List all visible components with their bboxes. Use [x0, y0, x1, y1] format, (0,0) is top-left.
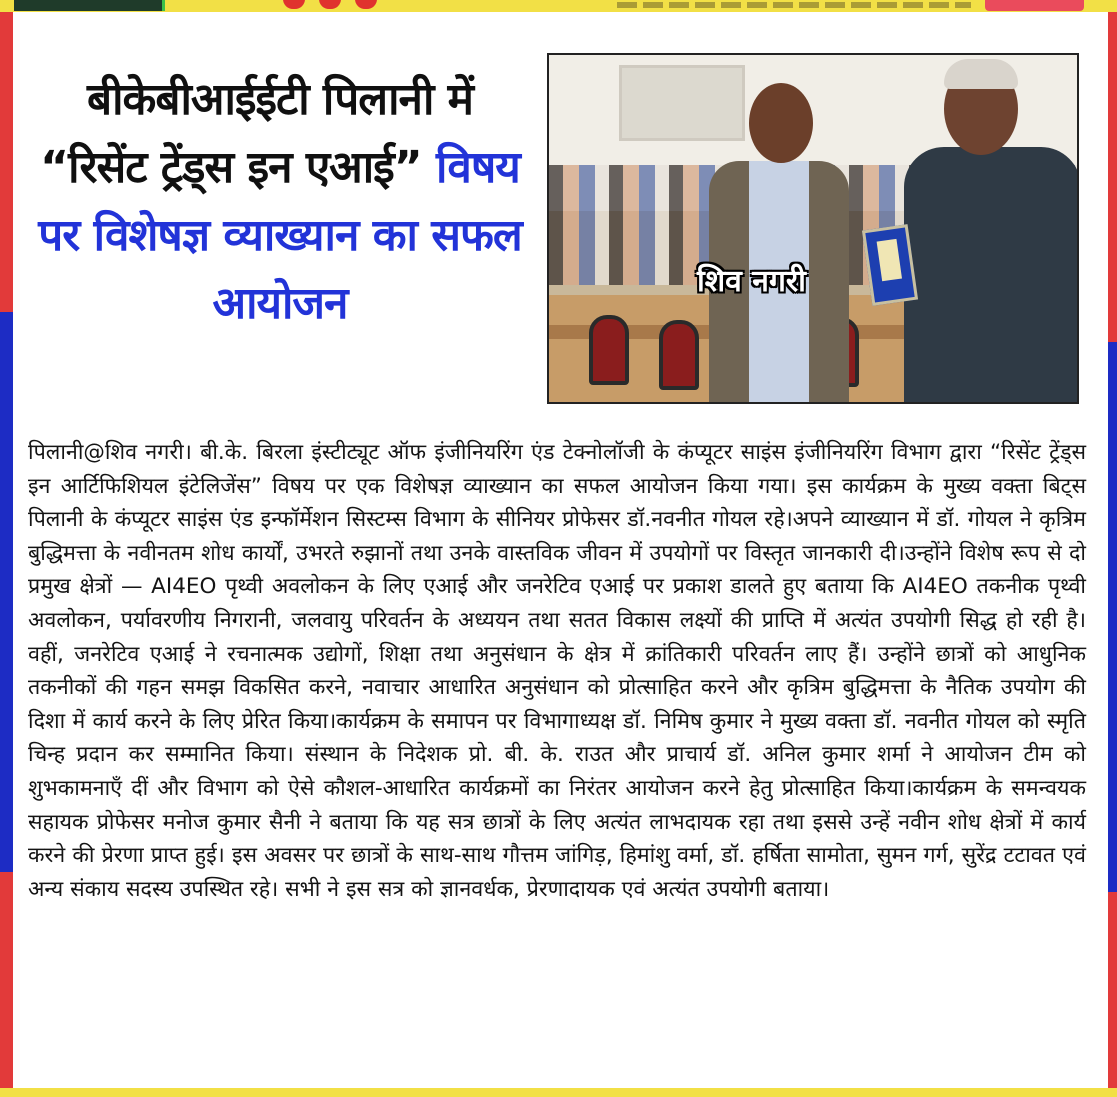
headline: [30, 66, 530, 338]
left-border-stripe: [0, 12, 13, 1097]
bottom-border-strip: [0, 1088, 1117, 1097]
masthead-tagline-fragment: [617, 2, 971, 8]
masthead-badge-fragment: [985, 0, 1084, 11]
photo-chair: [659, 320, 699, 390]
right-border-stripe: [1108, 12, 1117, 1097]
masthead-logo-fragment: [283, 0, 433, 11]
top-banner-strip: [0, 0, 1117, 12]
top-banner-thumbnail: [14, 0, 165, 11]
event-photo: [547, 53, 1079, 404]
photo-watermark: शिव नगरी: [697, 264, 806, 299]
headline-blue-part: विषय पर विशेषज्ञ व्याख्यान का सफल आयोजन: [38, 142, 522, 329]
article-body: पिलानी@शिव नगरी। बी.के. बिरला इंस्टीट्यूट ऑफ इंजीनियरिंग एंड टेक्नोलॉजी के कंप्यूटर साइंस इंजीनियरिंग विभाग द्वारा “रिसेंट ट्रेंड्स इन आर्टिफिशियल इंटेलिजेंस” विषय पर एक विशेषज्ञ व्याख्यान का सफल आयोजन किया गया। इस कार्यक्रम के मुख्य वक्ता बिट्स पिलानी के कंप्यूटर साइंस एंड इन्फॉर्मेशन सिस्टम्स विभाग के सीनियर प्रोफेसर डॉ.नवनीत गोयल रहे।अपने व्याख्यान में डॉ. गोयल ने कृत्रिम बुद्धिमत्ता के नवीनतम शोध कार्यों, उभरते रुझानों तथा उनके वास्तविक जीवन में उपयोगों पर विस्तृत जानकारी दी।उन्होंने विशेष रूप से दो प्रमुख क्षेत्रों — AI4EO पृथ्वी अवलोकन के लिए एआई और जनरेटिव एआई पर प्रकाश डालते हुए बताया कि AI4EO तकनीक पृथ्वी अवलोकन, पर्यावरणीय निगरानी, जलवायु परिवर्तन के अध्ययन तथा सतत विकास लक्ष्यों की प्राप्ति में अत्यंत उपयोगी सिद्ध हो रही है। वहीं, जनरेटिव एआई ने रचनात्मक उद्योगों, शिक्षा तथा अनुसंधान के क्षेत्र में क्रांतिकारी परिवर्तन लाए हैं। उन्होंने छात्रों को आधुनिक तकनीकों की गहन समझ विकसित करने, नवाचार आधारित अनुसंधान को प्रोत्साहित करने और कृत्रिम बुद्धिमत्ता के नैतिक उपयोग की दिशा में कार्य करने के लिए प्रेरित किया।कार्यक्रम के समापन पर विभागाध्यक्ष डॉ. निमिष कुमार ने मुख्य वक्ता डॉ. नवनीत गोयल को स्मृति चिन्ह प्रदान कर सम्मानित किया। संस्थान के निदेशक प्रो. बी. के. राउत और प्राचार्य डॉ. अनिल कुमार शर्मा ने आयोजन टीम को शुभकामनाएँ दीं और विभाग को ऐसे कौशल-आधारित कार्यक्रमों का निरंतर आयोजन करने हेतु प्रोत्साहित किया।कार्यक्रम के समन्वयक सहायक प्रोफेसर मनोज कुमार सैनी ने बताया कि यह सत्र छात्रों के लिए अत्यंत लाभदायक रहा तथा इससे उन्हें नवीन शोध क्षेत्रों में कार्य करने की प्रेरणा प्राप्त हुई। इस अवसर पर छात्रों के साथ-साथ गौत्तम जांगिड़, हिमांशु वर्मा, डॉ. हर्षिता सामोता, सुमन गर्ग, सुरेंद्र टटावत एवं अन्य संकाय सदस्य उपस्थित रहे। सभी ने इस सत्र को ज्ञानवर्धक, प्रेरणादायक एवं अत्यंत उपयोगी बताया।: [28, 440, 1086, 902]
headline-black-part: बीकेबीआईईटी पिलानी में “रिसेंट ट्रेंड्स इन एआई”: [40, 74, 473, 193]
photo-chair: [589, 315, 629, 385]
photo-speaker-left: [709, 83, 849, 404]
photo-speaker-right: [904, 55, 1079, 404]
